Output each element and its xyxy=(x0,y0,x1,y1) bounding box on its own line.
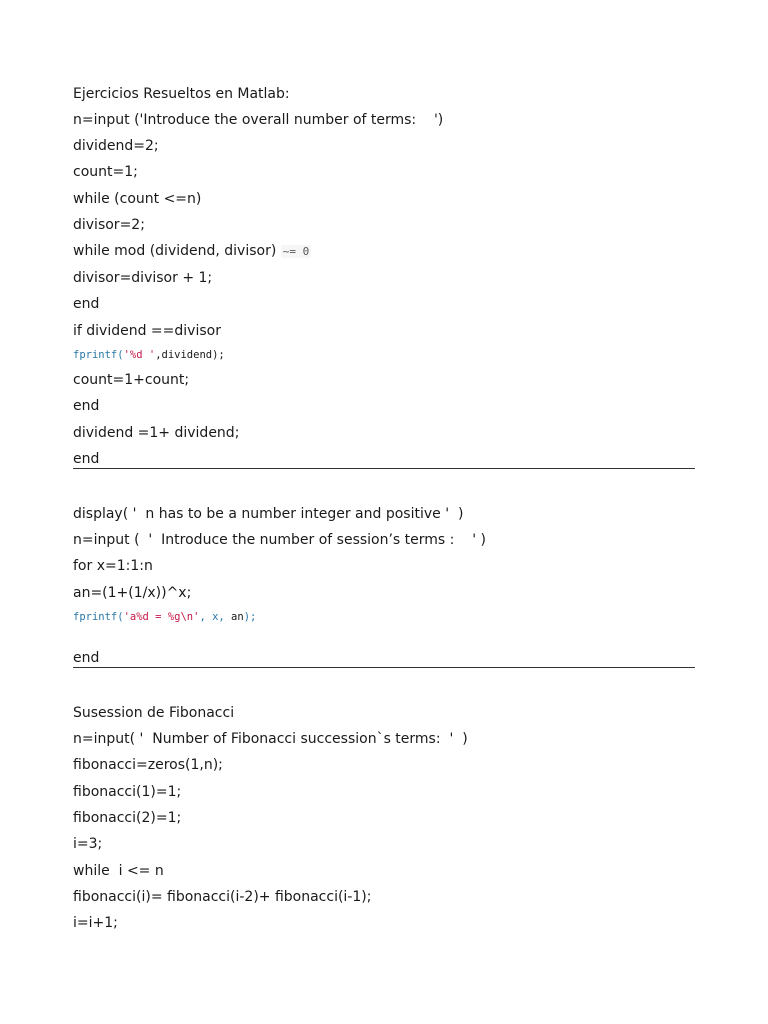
not-equal-operator: ~= 0 xyxy=(282,245,310,258)
fprintf-keyword: fprintf( xyxy=(73,611,124,623)
code-line-while-mod xyxy=(73,242,311,261)
code-line: count=1+count; xyxy=(73,372,190,388)
code-line: n=input( ' Number of Fibonacci succession`s terms: ' ) xyxy=(73,731,468,747)
section-title: Ejercicios Resueltos en Matlab: xyxy=(73,86,290,102)
code-line: fibonacci(i)= fibonacci(i-2)+ fibonacci(i-1); xyxy=(73,889,372,905)
code-line: i=i+1; xyxy=(73,915,118,931)
code-line: end xyxy=(73,398,100,414)
code-line: display( ' n has to be a number integer and positive ' ) xyxy=(73,506,464,522)
fprintf-args: , x, xyxy=(199,611,232,623)
code-line: dividend =1+ dividend; xyxy=(73,425,240,441)
code-line: end xyxy=(73,296,100,312)
fprintf-close: ); xyxy=(243,611,257,623)
code-line: if dividend ==divisor xyxy=(73,323,221,339)
section-title: Susession de Fibonacci xyxy=(73,705,235,721)
section-divider xyxy=(73,667,695,668)
code-text: while mod (dividend, divisor) xyxy=(73,243,281,259)
code-line: while (count <=n) xyxy=(73,191,202,207)
code-line: n=input ( ' Introduce the number of session’s terms : ' ) xyxy=(73,532,486,548)
fprintf-keyword: fprintf( xyxy=(73,349,124,361)
format-string: 'a%d = %g\n' xyxy=(123,611,200,623)
code-line: dividend=2; xyxy=(73,138,159,154)
code-line: divisor=divisor + 1; xyxy=(73,270,213,286)
format-string: '%d ' xyxy=(123,349,156,361)
fprintf-variable: an xyxy=(231,611,244,623)
section-divider xyxy=(73,468,695,469)
fprintf-line xyxy=(73,348,225,362)
fprintf-args: ,dividend); xyxy=(155,349,225,361)
code-line: i=3; xyxy=(73,836,103,852)
code-line: count=1; xyxy=(73,164,138,180)
code-line: fibonacci=zeros(1,n); xyxy=(73,757,223,773)
code-line: fibonacci(1)=1; xyxy=(73,784,182,800)
code-line: an=(1+(1/x))^x; xyxy=(73,585,192,601)
code-line: n=input ('Introduce the overall number of terms: ') xyxy=(73,112,444,128)
fprintf-line xyxy=(73,610,256,624)
code-line: end xyxy=(73,451,100,467)
code-line: end xyxy=(73,650,100,666)
code-line: while i <= n xyxy=(73,863,164,879)
code-line: for x=1:1:n xyxy=(73,558,153,574)
code-line: fibonacci(2)=1; xyxy=(73,810,182,826)
code-line: divisor=2; xyxy=(73,217,145,233)
